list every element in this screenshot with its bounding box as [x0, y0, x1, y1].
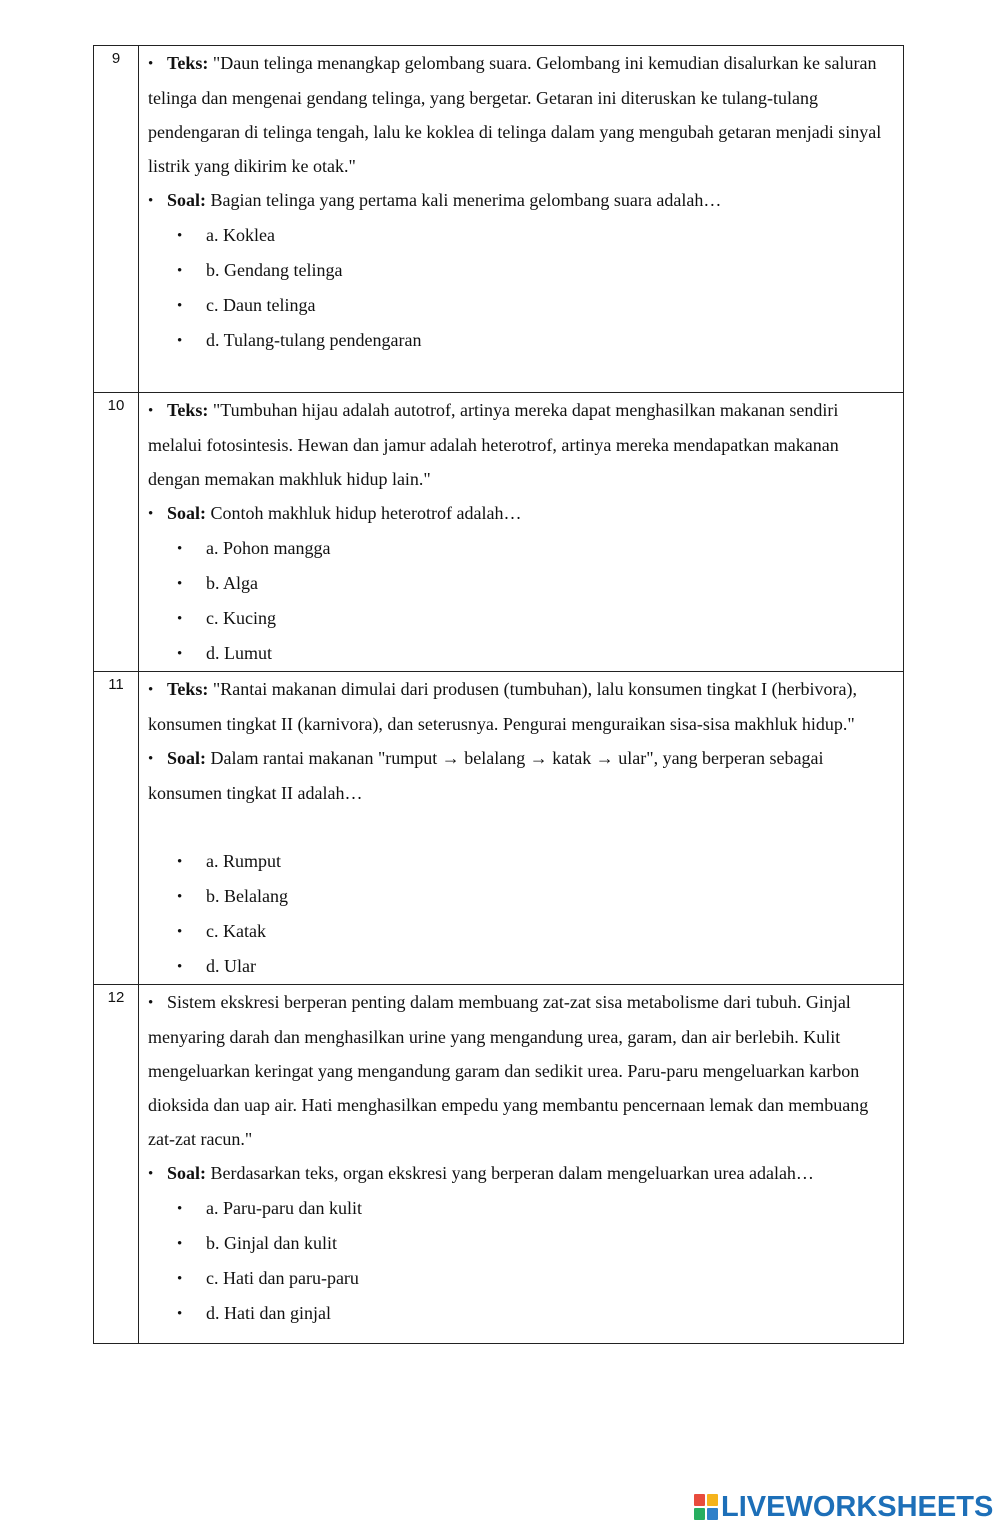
teks-paragraph: • Sistem ekskresi berperan penting dalam membuang zat-zat sisa metabolisme dari tubuh. Ginjal menyaring darah dan menghasilkan urine yang mengandung urea, garam, dan air berlebih. Kulit mengeluarkan keringat yang mengandung garam dan sedikit urea. Paru-paru mengeluarkan karbon dioksida dan uap air. Hati menghasilkan empedu yang membantu pencernaan lemak dan membuang zat-zat racun."	[148, 985, 893, 1156]
soal-label: Soal:	[167, 503, 207, 523]
teks-label: Teks:	[167, 53, 209, 73]
answer-option-a[interactable]: • a. Pohon mangga	[148, 531, 893, 566]
answer-option-c[interactable]: • c. Hati dan paru-paru	[148, 1261, 893, 1296]
spacer	[148, 358, 893, 392]
question-row-9	[94, 46, 904, 393]
question-number: 11	[94, 672, 139, 985]
soal-text: Contoh makhluk hidup heterotrof adalah…	[210, 503, 522, 523]
soal-text: Berdasarkan teks, organ ekskresi yang berperan dalam mengeluarkan urea adalah…	[210, 1163, 814, 1183]
answer-option-d[interactable]: • d. Tulang-tulang pendengaran	[148, 323, 893, 358]
answer-option-c[interactable]: • c. Katak	[148, 914, 893, 949]
question-content	[139, 393, 904, 672]
soal-text: Dalam rantai makanan "rumput → belalang → katak → ular", yang berperan sebagai konsumen tingkat II adalah…	[148, 748, 824, 803]
teks-paragraph	[148, 46, 893, 183]
answer-option-b[interactable]: • b. Belalang	[148, 879, 893, 914]
soal-label: Soal:	[167, 748, 207, 768]
teks-text: "Daun telinga menangkap gelombang suara. Gelombang ini kemudian disalurkan ke saluran telinga dan mengenai gendang telinga, yang bergetar. Getaran ini diteruskan ke tulang-tulang pendengaran di telinga tengah, lalu ke koklea di telinga dalam yang mengubah getaran menjadi sinyal listrik yang dikirim ke otak."	[148, 53, 882, 176]
teks-label: Teks:	[167, 400, 209, 420]
soal-label: Soal:	[167, 1163, 207, 1183]
question-row-11	[94, 672, 904, 985]
question-content	[139, 672, 904, 985]
answer-option-a[interactable]: • a. Rumput	[148, 844, 893, 879]
question-row-10	[94, 393, 904, 672]
question-table	[93, 45, 904, 1344]
teks-text: "Rantai makanan dimulai dari produsen (tumbuhan), lalu konsumen tingkat I (herbivora), konsumen tingkat II (karnivora), dan seterusnya. Pengurai menguraikan sisa-sisa makhluk hidup."	[148, 679, 858, 734]
spacer	[148, 810, 893, 844]
teks-text: "Tumbuhan hijau adalah autotrof, artinya mereka dapat menghasilkan makanan sendiri melalui fotosintesis. Hewan dan jamur adalah heterotrof, artinya mereka mendapatkan makanan dengan memakan makhluk hidup lain."	[148, 400, 839, 489]
question-content	[139, 46, 904, 393]
soal-paragraph	[148, 183, 893, 218]
answer-option-b[interactable]: • b. Ginjal dan kulit	[148, 1226, 893, 1261]
answer-option-a[interactable]: • a. Paru-paru dan kulit	[148, 1191, 893, 1226]
brand-name: LIVEWORKSHEETS	[721, 1490, 994, 1523]
question-row-12	[94, 985, 904, 1344]
soal-text: Bagian telinga yang pertama kali menerima gelombang suara adalah…	[210, 190, 722, 210]
teks-paragraph	[148, 672, 893, 741]
question-number: 10	[94, 393, 139, 672]
teks-label: Teks:	[167, 679, 209, 699]
soal-paragraph	[148, 1156, 893, 1191]
teks-paragraph	[148, 393, 893, 496]
soal-paragraph	[148, 496, 893, 531]
answer-option-b[interactable]: • b. Gendang telinga	[148, 253, 893, 288]
answer-option-c[interactable]: • c. Daun telinga	[148, 288, 893, 323]
logo-grid-icon	[694, 1494, 718, 1520]
soal-label: Soal:	[167, 190, 207, 210]
answer-option-c[interactable]: • c. Kucing	[148, 601, 893, 636]
question-number: 12	[94, 985, 139, 1344]
answer-option-d[interactable]: • d. Lumut	[148, 636, 893, 671]
question-number: 9	[94, 46, 139, 393]
question-content	[139, 985, 904, 1344]
answer-option-d[interactable]: • d. Hati dan ginjal	[148, 1296, 893, 1331]
soal-paragraph	[148, 741, 893, 810]
spacer	[148, 1331, 893, 1343]
answer-option-a[interactable]: • a. Koklea	[148, 218, 893, 253]
liveworksheets-logo	[694, 1487, 993, 1527]
answer-option-b[interactable]: • b. Alga	[148, 566, 893, 601]
answer-option-d[interactable]: • d. Ular	[148, 949, 893, 984]
